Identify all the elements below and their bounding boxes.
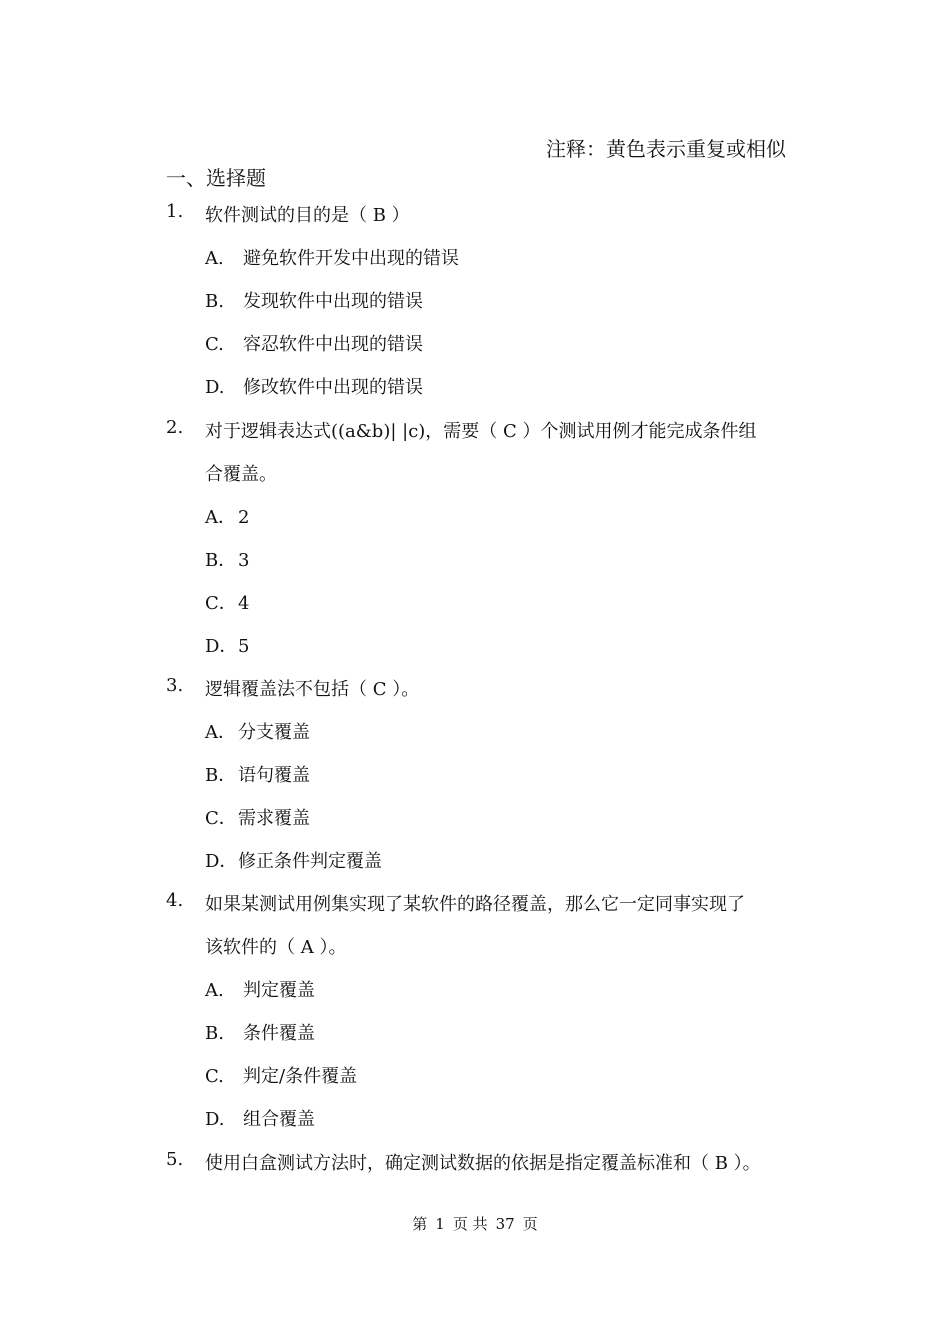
option-a (205, 244, 459, 270)
option-label: A. (205, 980, 224, 1001)
footer-page-number: 1 (435, 1215, 445, 1233)
option-text: 修改软件中出现的错误 (243, 377, 423, 398)
option-label: B. (205, 291, 224, 312)
option-text: 2 (238, 507, 250, 528)
option-text: 容忍软件中出现的错误 (243, 334, 423, 355)
option-text: 条件覆盖 (243, 1023, 315, 1044)
option-text: 分支覆盖 (238, 722, 310, 743)
footer-middle: 页 共 (452, 1215, 488, 1233)
option-label: D. (205, 377, 225, 398)
option-label: D． (205, 636, 238, 657)
option-c (205, 1062, 357, 1088)
option-c (205, 330, 423, 356)
option-text: 组合覆盖 (243, 1109, 315, 1130)
question-text: 对于逻辑表达式((a&b)| |c)，需要（ C ）个测试用例才能完成条件组 (205, 421, 757, 442)
question-number: 4. (166, 890, 184, 911)
option-text: 判定/条件覆盖 (243, 1066, 358, 1087)
option-label: B． (205, 765, 237, 786)
section-title: 一、选择题 (166, 166, 266, 190)
question-text: 如果某测试用例集实现了某软件的路径覆盖，那么它一定同事实现了 (205, 894, 745, 915)
option-c (205, 804, 310, 830)
note-yellow-legend: 注释：黄色表示重复或相似 (546, 137, 786, 161)
page-footer (0, 1213, 950, 1234)
question-number: 5. (166, 1149, 184, 1170)
question-text-continued: 该软件的（ A ）。 (205, 937, 347, 958)
option-text: 需求覆盖 (238, 808, 310, 829)
footer-total-pages: 37 (495, 1215, 515, 1233)
option-label: A. (205, 248, 224, 269)
option-label: C. (205, 334, 224, 355)
option-label: B. (205, 1023, 224, 1044)
option-label: D. (205, 1109, 225, 1130)
option-a (205, 718, 310, 744)
option-b (205, 287, 423, 313)
question-text-continued: 合覆盖。 (205, 464, 277, 485)
option-b (205, 1019, 315, 1045)
option-a (205, 503, 249, 529)
option-text: 4 (238, 593, 250, 614)
option-label: A． (205, 507, 236, 528)
option-d (205, 847, 382, 873)
option-label: D． (205, 851, 238, 872)
question-text: 软件测试的目的是（ B ） (205, 205, 410, 226)
option-text: 5 (238, 636, 250, 657)
option-text: 3 (238, 550, 250, 571)
option-d (205, 632, 249, 658)
option-b (205, 546, 249, 572)
option-text: 发现软件中出现的错误 (243, 291, 423, 312)
footer-prefix: 第 (412, 1215, 428, 1233)
footer-suffix: 页 (522, 1215, 538, 1233)
option-a (205, 976, 315, 1002)
option-label: C． (205, 808, 237, 829)
option-d (205, 1105, 315, 1131)
question-text: 使用白盒测试方法时，确定测试数据的依据是指定覆盖标准和（ B ）。 (205, 1153, 761, 1174)
option-label: A． (205, 722, 236, 743)
question-text: 逻辑覆盖法不包括（ C ）。 (205, 679, 420, 700)
option-c (205, 589, 249, 615)
question-number: 2. (166, 417, 184, 438)
option-b (205, 761, 310, 787)
question-number: 3. (166, 675, 184, 696)
option-text: 避免软件开发中出现的错误 (243, 248, 459, 269)
option-label: B． (205, 550, 237, 571)
question-number: 1. (166, 201, 184, 222)
option-text: 语句覆盖 (238, 765, 310, 786)
option-text: 修正条件判定覆盖 (238, 851, 382, 872)
option-d (205, 373, 423, 399)
option-label: C. (205, 1066, 224, 1087)
option-label: C． (205, 593, 237, 614)
option-text: 判定覆盖 (243, 980, 315, 1001)
